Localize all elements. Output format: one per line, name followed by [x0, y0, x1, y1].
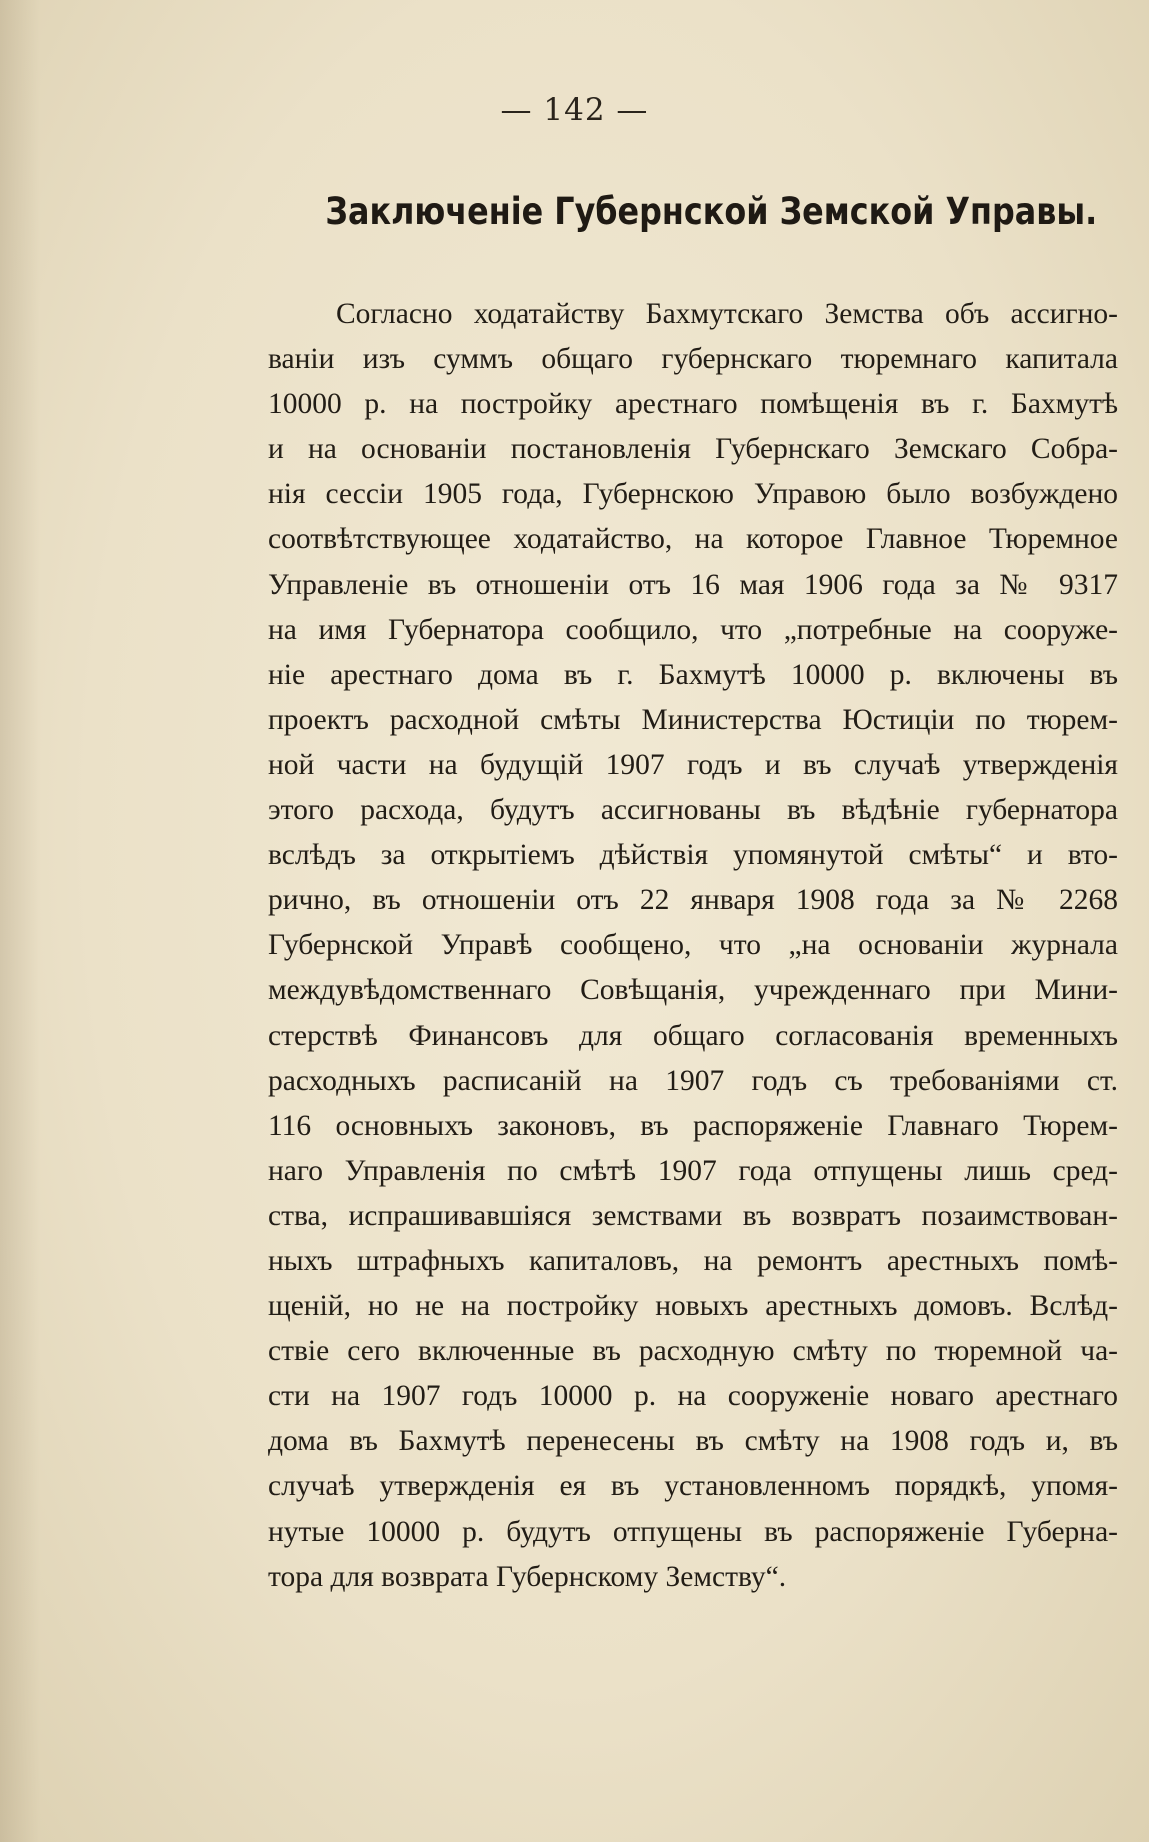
body-paragraph [268, 292, 1118, 1600]
text-line: соотвѣтствующее ходатайство, на которое Главное Тюремное [268, 523, 1118, 556]
text-line: щенiй, но не на постройку новыхъ арестныхъ домовъ. Вслѣд- [268, 1290, 1118, 1323]
text-line: ванiи изъ суммъ общаго губернскаго тюремнаго капитала [268, 343, 1118, 376]
text-line: междувѣдомственнаго Совѣщанiя, учрежденнаго при Мини- [268, 974, 1118, 1007]
text-line: этого расхода, будутъ ассигнованы въ вѣдѣнiе губернатора [268, 794, 1118, 827]
text-line: нiе арестнаго дома въ г. Бахмутѣ 10000 р. включены въ [268, 658, 1118, 691]
text-line: рично, въ отношенiи отъ 22 января 1908 года за № 2268 [268, 884, 1118, 917]
section-heading: Заключенiе Губернской Земской Управы. [325, 190, 1098, 233]
text-line: вслѣдъ за открытiемъ дѣйствiя упомянутой смѣты“ и вто- [268, 839, 1118, 872]
text-line: ныхъ штрафныхъ капиталовъ, на ремонтъ арестныхъ помѣ- [268, 1244, 1118, 1277]
text-line: нiя сессiи 1905 года, Губернскою Управою было возбуждено [268, 478, 1118, 511]
binding-shadow [0, 0, 40, 1842]
page-number: — 142 — [500, 92, 649, 128]
text-line: и на основанiи постановленiя Губернскаго Земскаго Собра- [268, 433, 1118, 466]
text-line: сти на 1907 годъ 10000 р. на сооруженiе новаго арестнаго [268, 1380, 1118, 1413]
text-line: расходныхъ расписанiй на 1907 годъ съ требованiями ст. [268, 1064, 1118, 1097]
text-line: проектъ расходной смѣты Министерства Юстицiи по тюрем- [268, 703, 1118, 736]
text-line: ствiе сего включенные въ расходную смѣту по тюремной ча- [268, 1335, 1118, 1368]
text-line: Согласно ходатайству Бахмутскаго Земства объ ассигно- [336, 298, 1118, 330]
text-line: ной части на будущiй 1907 годъ и въ случаѣ утвержденiя [268, 748, 1118, 781]
text-line: 116 основныхъ законовъ, въ распоряженiе Главнаго Тюрем- [268, 1109, 1118, 1142]
text-line: дома въ Бахмутѣ перенесены въ смѣту на 1908 годъ и, въ [268, 1425, 1118, 1458]
text-line: ства, испрашивавшiяся земствами въ возвратъ позаимствован- [268, 1199, 1118, 1232]
text-line: тора для возврата Губернскому Земству“. [268, 1560, 787, 1593]
text-line: наго Управленiя по смѣтѣ 1907 года отпущены лишь сред- [268, 1154, 1118, 1187]
text-line: стерствѣ Финансовъ для общаго согласованiя временныхъ [268, 1019, 1118, 1052]
text-line: нутые 10000 р. будутъ отпущены въ распоряженiе Губерна- [268, 1515, 1118, 1548]
text-line: Губернской Управѣ сообщено, что „на основанiи журнала [268, 929, 1118, 962]
text-line: Управленiе въ отношенiи отъ 16 мая 1906 года за № 9317 [268, 568, 1118, 601]
text-line: случаѣ утвержденiя ея въ установленномъ порядкѣ, упомя- [268, 1470, 1118, 1503]
text-line: на имя Губернатора сообщило, что „потребные на сооруже- [268, 613, 1118, 646]
text-line: 10000 р. на постройку арестнаго помѣщенiя въ г. Бахмутѣ [268, 388, 1118, 421]
